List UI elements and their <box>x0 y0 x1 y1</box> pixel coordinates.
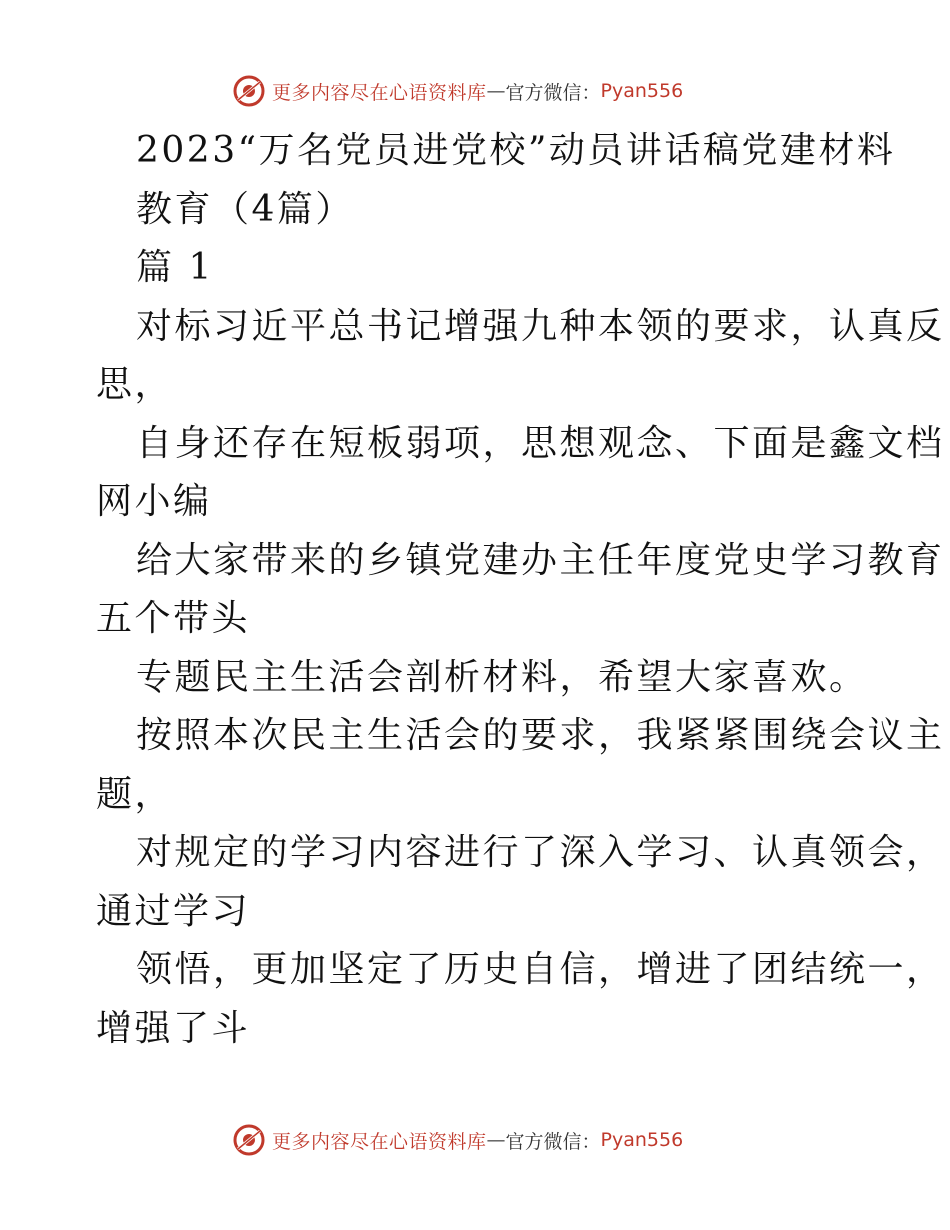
watermark-wechat-label: 官方微信： <box>505 81 601 104</box>
paragraph-line: 按照本次民主生活会的要求，我紧紧围绕会议主 <box>136 715 945 756</box>
paragraph-line: 对标习近平总书记增强九种本领的要求，认真反 <box>136 305 945 347</box>
footer-watermark <box>232 1120 683 1160</box>
seal-logo-icon <box>232 74 266 108</box>
watermark-text: 更多内容尽在心语资料库 <box>272 81 487 104</box>
section-heading: 篇 1 <box>136 247 214 288</box>
watermark-wechat-id: Pyan556 <box>600 80 684 102</box>
paragraph-line: 给大家带来的乡镇党建办主任年度党史学习教育 <box>136 539 945 581</box>
paragraph-line: 专题民主生活会剖析材料，希望大家喜欢。 <box>136 656 868 698</box>
document-title-line-2: 教育（4篇） <box>136 188 354 230</box>
watermark-text: 更多内容尽在心语资料库 <box>272 1130 487 1153</box>
paragraph-line: 对规定的学习内容进行了深入学习、认真领会， <box>136 832 945 873</box>
paragraph-line: 网小编 <box>96 481 212 522</box>
watermark-dash: — <box>486 80 506 102</box>
paragraph-line: 题， <box>96 773 174 815</box>
paragraph-line: 通过学习 <box>96 890 251 932</box>
header-watermark <box>232 71 683 111</box>
watermark-wechat-label: 官方微信： <box>505 1130 601 1153</box>
paragraph-line: 思， <box>96 364 174 405</box>
paragraph-line: 自身还存在短板弱项，思想观念、下面是鑫文档 <box>136 422 945 464</box>
seal-logo-icon <box>232 1123 266 1157</box>
document-title-line-1: 2023“万名党员进党校”动员讲话稿党建材料 <box>136 130 896 171</box>
paragraph-line: 五个带头 <box>96 598 251 639</box>
paragraph-line: 领悟，更加坚定了历史自信，增进了团结统一， <box>136 949 945 990</box>
watermark-wechat-id: Pyan556 <box>600 1129 684 1151</box>
document-body <box>96 122 945 1058</box>
paragraph-line: 增强了斗 <box>96 1007 251 1049</box>
watermark-dash: — <box>486 1129 506 1151</box>
